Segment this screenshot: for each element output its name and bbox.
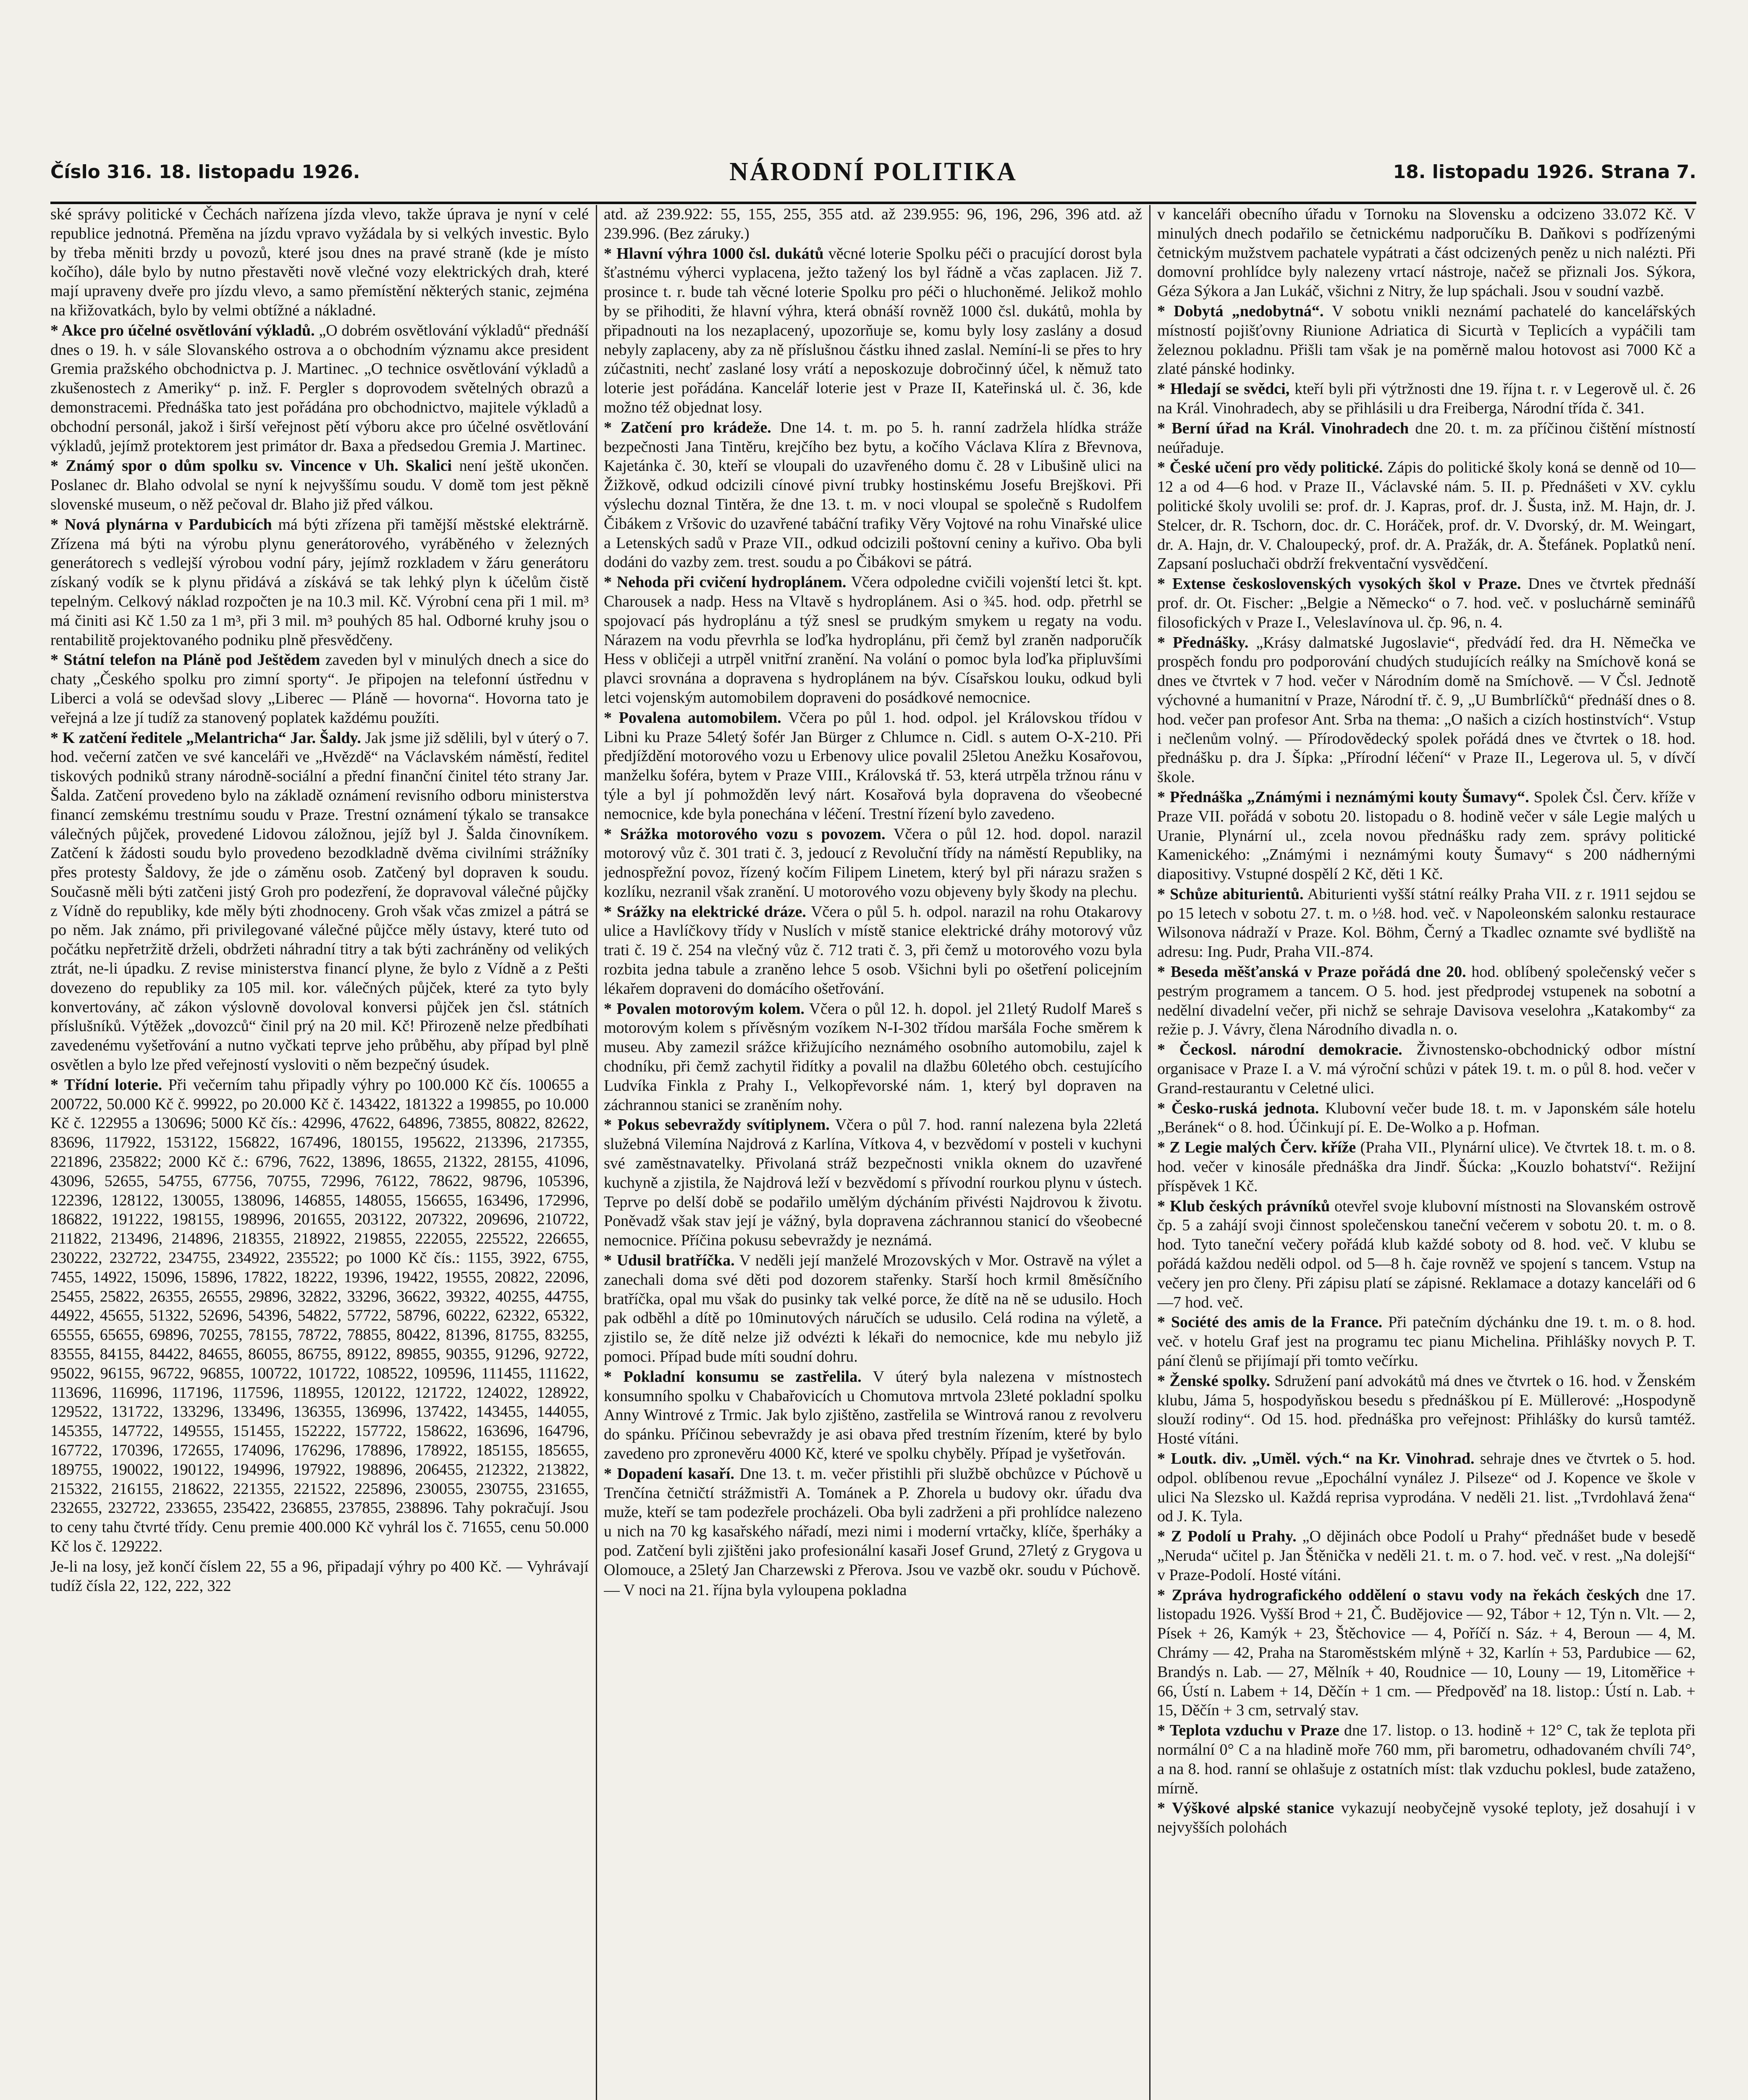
article [604, 244, 1142, 417]
article-body: Dnes ve čtvrtek přednáší prof. dr. Ot. Fischer: „Belgie a Německo“ o 7. hod. več. v posluchárně seminářů filosofických v Praze I., Veleslavínova ul. čp. 96, n. 4. [1157, 575, 1696, 631]
article-paragraph [1157, 1799, 1696, 1838]
article [50, 1076, 589, 1557]
article [1157, 575, 1696, 632]
article [1157, 419, 1696, 458]
article [1157, 633, 1696, 787]
article-body: Zápis do politické školy koná se denně od 10—12 a od 4—6 hod. v Praze II., Václavské nám. 5. II. p. Přednášeti v XV. cyklu politické školy uvolili se: prof. dr. J. Kapras, prof. dr. J. Šusta, inž. M. Hajn, dr. J. Stelcer, dr. R. Tschorn, doc. dr. C. Horáček, prof. dr. V. Dvorský, dr. M. Weingart, dr. A. Hajn, dr. V. Chaloupecký, prof. dr. A. Pražák, dr. A. Štefánek. Poplatků není. Zapsaní posluchači obdrží frekventační vysvědčení. [1157, 459, 1696, 573]
article-body: v kanceláři obecního úřadu v Tornoku na Slovensku a odcizeno 33.072 Kč. V minulých dnech podařilo se četnickému nadporučíku B. Daňkovi s podřízenými četnickým mužstvem pachatele vypátrati a část odcizených peněz u nich nalézti. Při domovní prohlídce byly nalezeny vrtací nástroje, načež se přiznali Jos. Sýkora, Géza Sýkora a Jan Lukáč, všichni z Nitry, že lup spáchali. Jsou v soudní vazbě. [1157, 205, 1696, 300]
article-headline: * Pokladní konsumu se zastřelila. [604, 1368, 862, 1386]
article-body: Spolek Čsl. Červ. kříže v Praze VII. pořádá v sobotu 20. listopadu o 8. hodině večer v sále Legie malých u Uranie, Plynární ul., zcela novou přednášku rady zem. správy politické Kamenického: „Známými i neznámými kouty Šumavy“ s 200 nádhernými diapositivy. Vstupné dospělí 2 Kč, děti 1 Kč. [1157, 788, 1696, 883]
article-headline: * Pokus sebevraždy svítiplynem. [604, 1116, 830, 1134]
article-headline: * Srážky na elektrické dráze. [604, 903, 806, 921]
article-paragraph [604, 244, 1142, 417]
article-headline: * Akce pro účelné osvětlování výkladů. [50, 321, 315, 339]
article [1157, 885, 1696, 962]
article-paragraph [1157, 788, 1696, 884]
article-body: kteří byli při výtržnosti dne 19. října t. r. v Legerově ul. č. 26 na Král. Vinohradech, aby se přihlásili u dra Freiberga, Národní třída č. 341. [1157, 380, 1696, 417]
article [1157, 380, 1696, 418]
article-paragraph [1157, 1372, 1696, 1449]
article [1157, 302, 1696, 379]
article-paragraph [1157, 1721, 1696, 1798]
article-headline: * Extense československých vysokých škol v Praze. [1157, 575, 1521, 593]
article-headline: * Klub českých právníků [1157, 1197, 1330, 1215]
article-paragraph [1157, 380, 1696, 418]
article-paragraph [1157, 1449, 1696, 1526]
article-headline: * Dobytá „nedobytná“. [1157, 302, 1324, 320]
article-paragraph [1157, 1527, 1696, 1585]
article-headline: * Schůze abiturientů. [1157, 885, 1304, 903]
article-body: Při večerním tahu připadly výhry po 100.000 Kč čís. 100655 a 200722, 50.000 Kč č. 99922, po 20.000 Kč č. 143422, 181322 a 199855, po 10.000 Kč č. 122955 a 130696; 5000 Kč čís.: 42996, 47622, 64896, 73855, 80822, 82622, 83696, 117922, 153122, 156822, 167496, 180155, 195622, 213396, 217355, 221896, 235822; 2000 Kč č.: 6796, 7622, 13896, 18655, 21322, 28155, 41096, 43096, 52655, 54755, 67756, 70755, 72996, 76122, 78622, 98796, 105396, 122396, 128122, 130055, 138096, 146855, 148055, 156655, 163496, 172996, 186822, 191222, 198155, 198996, 201655, 203122, 207322, 209696, 210722, 211822, 213496, 214896, 218355, 218922, 219855, 222055, 225522, 226655, 230222, 232722, 234755, 234922, 235522; po 1000 Kč čís.: 1155, 3922, 6755, 7455, 14922, 15096, 15896, 17822, 18222, 19396, 19422, 19555, 20822, 22096, 25455, 25822, 26355, 26555, 29896, 32822, 33296, 36622, 39322, 40255, 44755, 44922, 45655, 51322, 52696, 54396, 54822, 57722, 58796, 60222, 62322, 65322, 65555, 65655, 69896, 70255, 78155, 78722, 78855, 80422, 81396, 81755, 83255, 83555, 84155, 84422, 84655, 86055, 86755, 89122, 89855, 90355, 91296, 92722, 95022, 96155, 96722, 96855, 100722, 101722, 108522, 109596, 111455, 111622, 113696, 116996, 117196, 117596, 118955, 120122, 121722, 124022, 128922, 129522, 131722, 133296, 133496, 136355, 136996, 137422, 143455, 144055, 145355, 147722, 149555, 151455, 152222, 157722, 158622, 163696, 164796, 167722, 170396, 172655, 174096, 176296, 178896, 178922, 185155, 185655, 189755, 190022, 190122, 194996, 197922, 198896, 206455, 212322, 213822, 215322, 216155, 218622, 221355, 221522, 225896, 230055, 230755, 231655, 232655, 232722, 233655, 235422, 236855, 237855, 238896. Tahy pokračují. Jsou to ceny tahu čtvrté třídy. Cenu premie 400.000 Kč vyhrál los č. 71655, cenu 50.000 Kč los č. 129222. [50, 1076, 589, 1555]
article-body: dne 20. t. m. za příčinou čištění místností neúřaduje. [1157, 419, 1696, 457]
article-paragraph [1157, 1040, 1696, 1098]
article-body: „O dobrém osvětlování výkladů“ přednáší dnes o 19. h. v sále Slovanského ostrova a o obchodním významu akce president Gremia pražského obchodnictva p. J. Martinec. „O technice osvětlování výkladů a zkušenostech z Ameriky“ p. inž. F. Pergler s doprovodem světelných obrazů a demonstracemi. Přednáška tato jest pořádána pro obchodnictvo, majitele výkladů a obchodní personál, jakož i širší veřejnost pětí výboru akce pro účelné osvětlování výkladů, jejímž protektorem jest primátor dr. Baxa a předsedou Gremia J. Martinec. [50, 321, 589, 455]
article-paragraph [50, 515, 589, 650]
article [604, 1000, 1142, 1115]
article [604, 205, 1142, 244]
article-headline: * Nová plynárna v Pardubicích [50, 515, 272, 533]
article-paragraph [1157, 885, 1696, 962]
article-headline: * Známý spor o dům spolku sv. Vincence v Uh. Skalici [50, 457, 452, 475]
article [604, 1465, 1142, 1580]
article-paragraph [1157, 205, 1696, 301]
article-paragraph [604, 825, 1142, 902]
article [604, 418, 1142, 572]
article-body: Včera o půl 5. h. odpol. narazil na rohu Otakarovy ulice a Havlíčkovy třídy v Nuslích v místě stanice elektrické dráhy motorový vůz trati č. 19 č. 254 na vlečný vůz č. 712 trati č. 3, při čemž u motorového vozu byla rozbita jedna tabule a zraněno lehce 5 osob. Všichni byli po ošetření policejním lékařem dopraveni do domácího ošetřování. [604, 903, 1142, 998]
article-paragraph [1157, 419, 1696, 458]
article-body: Dne 14. t. m. po 5. h. ranní zadržela hlídka stráže bezpečnosti Jana Tintěru, krejčího bez bytu, a kočího Václava Klíra z Břevnova, Kajetánka č. 30, kteří se vloupali do uzavřeného domu č. 28 v Libušině ulici na Žižkově, odkud odcizili cínové pivní trubky hostinskému Josefu Brejškovi. Při výslechu doznal Tintěra, že dne 13. t. m. v noci vloupal se společně s Rudolfem Čibákem z Vršovic do uzavřené tabáční trafiky Věry Vojtové na rohu Vinařské ulice a Letenských sadů v Praze VII., odkud odcizili poštovní ceniny a kuřivo. Oba byli dodáni do vazby zem. trest. soudu a po Čibákovi se pátrá. [604, 418, 1142, 571]
article-body: Abiturienti vyšší státní reálky Praha VII. z r. 1911 sejdou se po 15 letech v sobotu 27. t. m. o ½8. hod. več. v Napoleonském salonku restaurace Wilsonova nádraží v Praze. Kol. Böhm, Černý a Tkadlec oznamte své bydliště na adresu: Ing. Pudr, Praha VII.-874. [1157, 885, 1696, 961]
article-paragraph [604, 1465, 1142, 1580]
article-paragraph [604, 418, 1142, 572]
article-body: Včera odpoledne cvičili vojenští letci št. kpt. Charousek a nadp. Hess na Vltavě s hydroplánem. Asi o ¾5. hod. odp. přetrhl se spojovací pás hydroplánu a týž snesl se prudkým smykem u regaty na vodu. Nárazem na vodu převrhla se loďka hydroplánu, při čemž byl zraněn nadporučík Hess v obličeji a utrpěl vnitřní zranění. Na volání o pomoc byla loďka připluvšími plavci srovnána a dopravena s hydroplánem na býv. Císařskou louku, odkud byli letci vojenským automobilem dopraveni do posádkové nemocnice. [604, 573, 1142, 706]
article-paragraph [604, 573, 1142, 708]
article [50, 1557, 589, 1596]
article-headline: * Třídní loterie. [50, 1076, 162, 1094]
article-body: dne 17. listop. o 13. hodině + 12° C, tak že teplota při normální 0° C a na hladině moře 760 mm, při barometru, odhadovaném chvíli 74°, a na 8. hod. ranní se ohlašuje z ostatních míst: tlak vzduchu poklesl, bude zataženo, mírně. [1157, 1722, 1696, 1797]
article [1157, 1197, 1696, 1312]
column-divider [1149, 205, 1150, 2100]
article [50, 457, 589, 514]
article-headline: * Srážka motorového vozu s povozem. [604, 825, 886, 843]
article [1157, 1372, 1696, 1449]
article-paragraph [604, 1368, 1142, 1464]
article-headline: * Hlavní výhra 1000 čsl. dukátů [604, 244, 824, 262]
article-headline: * Přednášky. [1157, 633, 1249, 651]
article-body: Je-li na losy, jež končí číslem 22, 55 a 96, připadají výhry po 400 Kč. — Vyhrávají tudíž čísla 22, 122, 222, 322 [50, 1557, 589, 1595]
article-headline: * Přednáška „Známými i neznámými kouty Šumavy“. [1157, 788, 1529, 806]
article-body: Sdružení paní advokátů má dnes ve čtvrtek o 16. hod. v Ženském klubu, Jáma 5, hospodyňskou besedu s přednáškou pí E. Müllerové: „Hospodyně slouží rodiny“. Od 15. hod. přednáška pro veřejnost: Přihlášky do kursů tamtéž. Hosté vítáni. [1157, 1372, 1696, 1448]
issue-number: Číslo 316. 18. listopadu 1926. [50, 161, 360, 183]
article [50, 205, 589, 320]
article [604, 1581, 1142, 1600]
article-headline: * Zpráva hydrografického oddělení o stavu vody na řekách českých [1157, 1586, 1640, 1604]
article-body: V sobotu vnikli neznámí pachatelé do kancelářských místností pojišťovny Riunione Adriatica di Sicurtà v Teplicích a vypáčili tam železnou pokladnu. Přišli tam však je na poměrně malou hotovost asi 7000 Kč a zlaté pánské hodinky. [1157, 302, 1696, 378]
article-body: věcné loterie Spolku péči o pracující dorost byla šťastnému výherci vyplacena, ježto tažený los byl řádně a včas zaplacen. Již 7. prosince t. r. bude tah věcné loterie Spolku pro péči o hluchoněmé. Jelikož mohlo by se přihoditi, že hlavní výhra, která obnáší rovněž 1000 čsl. dukátů, mohla by připadnouti na los nezaplacený, upozorňuje se, komu byly losy zaslány a dosud nebyly zaplaceny, aby za ně příslušnou částku ihned zaslal. Nemíní-li se přes to hry zúčastniti, nechť zaslané losy vrátí a neposkozuje dobročinný účel, k němuž tato loterie jest pořádána. Kancelář loterie jest v Praze II, Kateřinská ul. č. 36, kde možno též objednat losy. [604, 244, 1142, 416]
article-body: Jak jsme již sdělili, byl v úterý o 7. hod. večerní zatčen ve své kanceláři ve „Hvězdě“ na Václavském náměstí, ředitel tiskových podniků strany národně-sociální a přední finanční činitel této strany Jar. Šalda. Zatčení provedeno bylo na základě oznámení revisního odboru ministerstva financí zemskému trestnímu soudu v Praze. Trestní oznámení týkalo se transakce válečných půjček, provedené Lidovou záložnou, jejíž byl J. Šalda činovníkem. Zatčení k žádosti soudu bylo provedeno bezodkladně dvěma civilními strážníky přes protesty Šaldovy, že jde o záměnu osob. Zatčený byl dopraven k soudu. Současně měli býti zatčeni jistý Groh pro podezření, že dopravoval válečné půjčky z Vídně do republiky, kde měly býti zhodnoceny. Groh však včas zmizel a pátrá se po něm. Jak známo, při privilegované válečné půjčce měly ústavy, které tuto od počátku nepřetržitě drželi, obdržeti náhradní titry a tak býti zachráněny od velikých ztrát, ne-li úpadku. Z revise ministerstva financí plyne, že bylo z Vídně a z Pešti dovezeno do republiky za 105 mil. kor. válečných půjček, které za tyto byly konvertovány, ač zákon výslovně dovoloval konversi půjček jen čsl. státních příslušníků. Výtěžek „dovozců“ činil prý na 20 mil. Kč! Přirozeně nelze předbíhati zavedenému vyšetřování a nutno vyčkati teprve jeho průběhu, aby případ byl plně osvětlen a bylo lze před veřejností vysloviti o něm bezpečný úsudek. [50, 729, 589, 1074]
article-headline: * Dopadení kasaří. [604, 1465, 734, 1483]
article-paragraph [50, 1557, 589, 1596]
article [1157, 1799, 1696, 1838]
article-paragraph [604, 1251, 1142, 1367]
article-paragraph [604, 205, 1142, 244]
article-paragraph [604, 709, 1142, 824]
article [604, 903, 1142, 999]
article [50, 729, 589, 1075]
article-body: „O dějinách obce Podolí u Prahy“ přednášet bude v besedě „Neruda“ učitel p. Jan Štěnička v neděli 21. t. m. o 7. hod. več. v rest. „Na dolejší“ v Praze-Podolí. Hosté vítáni. [1157, 1528, 1696, 1584]
column-divider [596, 205, 597, 2100]
masthead: NÁRODNÍ POLITIKA [729, 158, 1017, 186]
date-and-page: 18. listopadu 1926. Strana 7. [1393, 161, 1696, 183]
page-header [50, 155, 1696, 204]
article-body: dne 17. listopadu 1926. Vyšší Brod + 21, Č. Budějovice — 92, Tábor + 12, Týn n. Vlt. — 2, Písek + 26, Kamýk + 23, Štěchovice — 4, Poříčí n. Sáz. + 4, Beroun — 4, M. Chrámy — 42, Praha na Staroměstském mlýně + 32, Karlín + 53, Pardubice — 62, Brandýs n. Lab. — 27, Mělník + 40, Roudnice — 10, Louny — 19, Litoměřice + 66, Ústí n. Labem + 14, Děčín + 1 cm. — Předpověď na 18. listop.: Ústí n. Lab. + 15, Děčín + 3 cm, setrvalý stav. [1157, 1586, 1696, 1719]
article-headline: * Loutk. div. „Uměl. vých.“ na Kr. Vinohrad. [1157, 1450, 1475, 1467]
article-paragraph [1157, 1313, 1696, 1370]
article-body: V neděli její manželé Mrozovských v Mor. Ostravě na výlet a zanechali doma své děti pod dozorem stařenky. Starší hoch krmil 8měsíčního bratříčka, opal mu však do pusinky tak velké porce, že dítě na ně se udusilo. Hoch pak odběhl a dítě po 10minutových náručích se udusilo. Celá rodina na výletě, a zjistilo se, že dítě nelze již odvézti k lékaři do nemocnice, kde mu nebylo již pomoci. Případ bude míti soudní dohru. [604, 1252, 1142, 1366]
column-1 [50, 205, 589, 2100]
article-body: Dne 13. t. m. večer přistihli při službě obchůzce v Púchově u Trenčína četničtí strážmistři A. Tománek a P. Zhorela u budovy okr. úřadu dva muže, kteří se tam podezřele procházeli. Oba byli zadrženi a při prohlídce nalezeno u nich na 70 kg kasařského nářadí, mezi nimi i moderní vrtačky, klíče, šperháky a pod. Zatčení byli zjištěni jako profesionální kasaři Josef Grund, 27letý z Grygova u Olomouce, a 25letý Jan Charzewski z Přerova. Jsou ve vazbě okr. soudu v Púchově. [604, 1465, 1142, 1579]
article-paragraph [1157, 1099, 1696, 1138]
article-headline: * Ženské spolky. [1157, 1372, 1270, 1390]
article-body: není ještě ukončen. Poslanec dr. Blaho odvolal se nyní k nejvyššímu soudu. V domě tom jest pěkně slovenské museum, o něž pečoval dr. Blaho již před válkou. [50, 457, 589, 513]
article-body: Včera po půl 1. hod. odpol. jel Královskou třídou v Libni ku Praze 54letý šofér Jan Bürger z Chlumce n. Cidl. s autem O-X-210. Při předjíždění motorového vozu u Erbenovy ulice povalil 25letou Anežku Kosařovou, manželku šoféra, bytem v Praze VIII., Královská tř. 53, která utrpěla tržnou ránu v týle a byl jí pohmožděn levý nárt. Kosařová byla dopravena do všeobecné nemocnice, kde byla ponechána v léčení. Trestní řízení bylo zavedeno. [604, 709, 1142, 823]
article-headline: * Státní telefon na Pláně pod Ještědem [50, 651, 320, 669]
article [604, 709, 1142, 824]
article [1157, 1721, 1696, 1798]
article [604, 573, 1142, 708]
article-body: otevřel svoje klubovní místnosti na Slovanském ostrově čp. 5 a zahájí svoji činnost společenskou taneční večerem v sobotu 20. t. m. o 8. hod. Tyto taneční večery pořádá klub každé soboty od 8. hod. več. V klubu se pořádá každou neděli odpol. od 5—8 h. čaje rovněž ve spojení s tancem. Vstup na večery jen pro členy. Při zápisu platí se zápisné. Reklamace a dotazy kanceláři od 6—7 hod. več. [1157, 1197, 1696, 1311]
article-headline: * Čeckosl. národní demokracie. [1157, 1041, 1402, 1059]
article [604, 1116, 1142, 1250]
article-paragraph [1157, 575, 1696, 632]
article-body: Živnostensko-obchodnický odbor místní organisace v Praze I. a V. má výroční schůzi v pátek 19. t. m. o půl 8. hod. večer v Grand-restaurantu v Celetné ulici. [1157, 1041, 1696, 1097]
article-body: Při patečním dýchánku dne 19. t. m. o 8. hod. več. v hotelu Graf jest na programu tec pianu Michelina. Přihlášky novych P. T. pání členů se přijímají při tomto večírku. [1157, 1313, 1696, 1370]
article-headline: * Výškové alpské stanice [1157, 1799, 1334, 1817]
article-body: hod. oblíbený společenský večer s pestrým programem a tancem. O 5. hod. jest předprodej vstupenek na sobotní a nedělní divadelní večer, při nichž se sehraje Davisova veselohra „Katakomby“ za režie p. J. Vávry, člena Národního divadla n. o. [1157, 963, 1696, 1039]
article [1157, 1040, 1696, 1098]
article-paragraph [604, 1116, 1142, 1250]
article-headline: * Povalena automobilem. [604, 709, 781, 727]
article [1157, 205, 1696, 301]
article-paragraph [1157, 458, 1696, 574]
article-paragraph [1157, 1197, 1696, 1312]
article-headline: * Z Podolí u Prahy. [1157, 1528, 1297, 1546]
article-paragraph [1157, 302, 1696, 379]
article-body: Včera o půl 12. hod. dopol. narazil motorový vůz č. 301 trati č. 3, jedoucí z Revoluční třídy na náměstí Republiky, na jednospřežní povoz, řízený kočím Filipem Linetem, který byl při nárazu sražen s kozlíku, nezranil však zranění. U motorového vozu objeveny byly škody na plechu. [604, 825, 1142, 900]
column-3 [1157, 205, 1696, 2100]
article-paragraph [1157, 963, 1696, 1040]
article [1157, 1586, 1696, 1721]
article-headline: * Povalen motorovým kolem. [604, 1000, 805, 1018]
article-paragraph [50, 1076, 589, 1557]
article-body: Včera o půl 12. h. dopol. jel 21letý Rudolf Mareš s motorovým kolem s přívěsným vozíkem N-I-302 třídou maršála Foche směrem k museu. Aby zamezil srážce křižujícího neznámého osobního automobilu, zajel k chodníku, při čemž zachytil řidítky a povalil na dlažbu 60letého obch. cestujícího Ludvíka Finkla z Prahy I., Velkopřevorské nám. 1, který byl dopraven na záchrannou stanici se zraněním nohy. [604, 1000, 1142, 1114]
article-body: vykazují neobyčejně vysoké teploty, jež dosahují i v nejvyšších polohách [1157, 1799, 1696, 1837]
article [1157, 1313, 1696, 1370]
article [1157, 963, 1696, 1040]
article-body: sehraje dnes ve čtvrtek o 5. hod. odpol. oblíbenou revue „Epochální vynález J. Pilseze“ od J. Kopence ve škole v ulici Na Slezsko ul. Každá reprisa vyprodána. V neděli 21. list. „Tvrdohlavá žena“ od J. K. Tyla. [1157, 1450, 1696, 1525]
article-paragraph [604, 1000, 1142, 1115]
column-2 [604, 205, 1142, 2100]
article-headline: * K zatčení ředitele „Melantricha“ Jar. Šaldy. [50, 729, 361, 747]
article-paragraph [1157, 1138, 1696, 1196]
article-paragraph [50, 457, 589, 514]
article-headline: * Berní úřad na Král. Vinohradech [1157, 419, 1409, 437]
article-body: ské správy politické v Čechách nařízena jízda vlevo, takže úprava je nyní v celé republice jednotná. Přeměna na jízdu vpravo vyžádala by si velkých investic. Bylo by třeba měniti brzdy u povozů, které jsou dnes na pravé straně (kde je místo kočího), dále bylo by nutno přestavěti nově vlečné vozy elektrických drah, které mají upraveny dveře pro jízdu vlevo, a samo přemístění některých stanic, zejména na křižovatkách, bylo by velmi obtížné a nákladné. [50, 205, 589, 319]
article [1157, 458, 1696, 574]
article-paragraph [604, 903, 1142, 999]
article-headline: * Beseda měšťanská v Praze pořádá dne 20. [1157, 963, 1466, 981]
article-headline: * Zatčení pro krádeže. [604, 418, 771, 436]
article [50, 651, 589, 727]
article-headline: * Česko-ruská jednota. [1157, 1099, 1319, 1117]
article-headline: * Udusil bratříčka. [604, 1252, 735, 1270]
article [604, 1368, 1142, 1464]
article-paragraph [1157, 1586, 1696, 1721]
article-paragraph [604, 1581, 1142, 1600]
article-paragraph [50, 729, 589, 1075]
article-body: (Praha VII., Plynární ulice). Ve čtvrtek 18. t. m. o 8. hod. večer v kinosále přednáška dra Jindř. Šúcka: „Kouzlo bohatství“. Režijní příspěvek 1 Kč. [1157, 1139, 1696, 1195]
article-body: zaveden byl v minulých dnech a sice do chaty „Českého spolku pro zimní sporty“. Je připojen na telefonní ústřednu v Liberci a volá se odevšad slovy „Liberec — Pláně — hovorna“. Hovorna tato je veřejná a lze jí tudíž za stanovený poplatek každému použíti. [50, 651, 589, 727]
article-body: Včera o půl 7. hod. ranní nalezena byla 22letá služebná Vilemína Najdrová z Karlína, Vítkova 4, v bezvědomí v posteli v kuchyni své zaměstnavatelky. Přivolaná stráž bezpečnosti vnikla oknem do uzavřené kuchyně a zjistila, že Najdrová leží v bezvědomí s přívodní rourkou plynu v ústech. Teprve po delší době se podařilo umělým dýcháním přivésti Najdrovou k životu. Poněvadž však stav její je vážný, byla dopravena záchrannou stanicí do všeobecné nemocnice. Příčina pokusu sebevraždy je neznámá. [604, 1116, 1142, 1250]
article [50, 515, 589, 650]
article [1157, 788, 1696, 884]
article-paragraph [50, 321, 589, 456]
article [1157, 1527, 1696, 1585]
article-headline: * Société des amis de la France. [1157, 1313, 1383, 1331]
article [604, 1251, 1142, 1367]
article [1157, 1449, 1696, 1526]
article [1157, 1099, 1696, 1138]
article-body: atd. až 239.922: 55, 155, 255, 355 atd. až 239.955: 96, 196, 296, 396 atd. až 239.996. (Bez záruky.) [604, 205, 1142, 242]
article-headline: * Nehoda při cvičení hydroplánem. [604, 573, 846, 591]
article-columns [50, 205, 1696, 2100]
article [604, 825, 1142, 902]
article-paragraph [50, 651, 589, 727]
article-headline: * Z Legie malých Červ. kříže [1157, 1139, 1356, 1157]
article [1157, 1138, 1696, 1196]
article-body: Klubovní večer bude 18. t. m. v Japonském sále hotelu „Beránek“ o 8. hod. Účinkují pí. E. De-Wolko a p. Hofman. [1157, 1099, 1696, 1137]
article-headline: * Teplota vzduchu v Praze [1157, 1722, 1339, 1740]
article-body: V úterý byla nalezena v místnostech konsumního spolku v Chabařovicích u Chomutova mrtvola 23leté pokladní spolku Anny Wintrové z Trmic. Jak bylo zjištěno, zastřelila se Wintrová ranou z revolveru do spánku. Příčinou sebevraždy je asi obava před trestním řízením, které by bylo zavedeno pro zpronevěru 4000 Kč, které ve spolku chyběly. Případ je vyšetřován. [604, 1368, 1142, 1462]
article-body: má býti zřízena při tamější městské elektrárně. Zřízena má býti na výrobu plynu generátorového, vyráběného v železných generátorech s vedlejší výrobou vodní páry, jejímž rozkladem v žáru generátoru získaný vodík se k plynu přidává a získává se tak lehký plyn k účelům čistě tepelným. Celkový náklad rozpočten je na 10.3 mil. Kč. Výrobní cena při 1 mil. m³ má činiti asi Kč 1.50 za 1 m³, při 3 mil. m³ pouhých 85 hal. Odborné kruhy jsou o rentabilitě projektovaného podniku plně přesvědčeny. [50, 515, 589, 649]
article [50, 321, 589, 456]
article-body: „Krásy dalmatské Jugoslavie“, předvádí řed. dra H. Němečka ve prospěch fondu pro podporování chudých studujících reálky na Smíchově koná se dnes ve čtvrtek v 7 hod. večer v Národním domě na Smíchově. — V Čsl. Jednotě výchovné a humanitní v Praze, Národní tř. č. 9, „U Bumbrlíčků“ přednáší dnes o 8. hod. večer pan profesor Ant. Srba na thema: „O našich a cizích hostinstvích“. Vstup i nečlenům volný. — Přírodovědecký spolek pořádá dnes ve čtvrtek o 18. hod. přednášku p. dra J. Šípka: „Přírodní léčení“ v Praze II., Legerova ul. 5, v dívčí škole. [1157, 633, 1696, 786]
article-body: — V noci na 21. října byla vyloupena pokladna [604, 1581, 907, 1599]
article-paragraph [50, 205, 589, 320]
article-headline: * České učení pro vědy politické. [1157, 459, 1383, 477]
article-paragraph [1157, 633, 1696, 787]
article-headline: * Hledají se svědci, [1157, 380, 1290, 398]
